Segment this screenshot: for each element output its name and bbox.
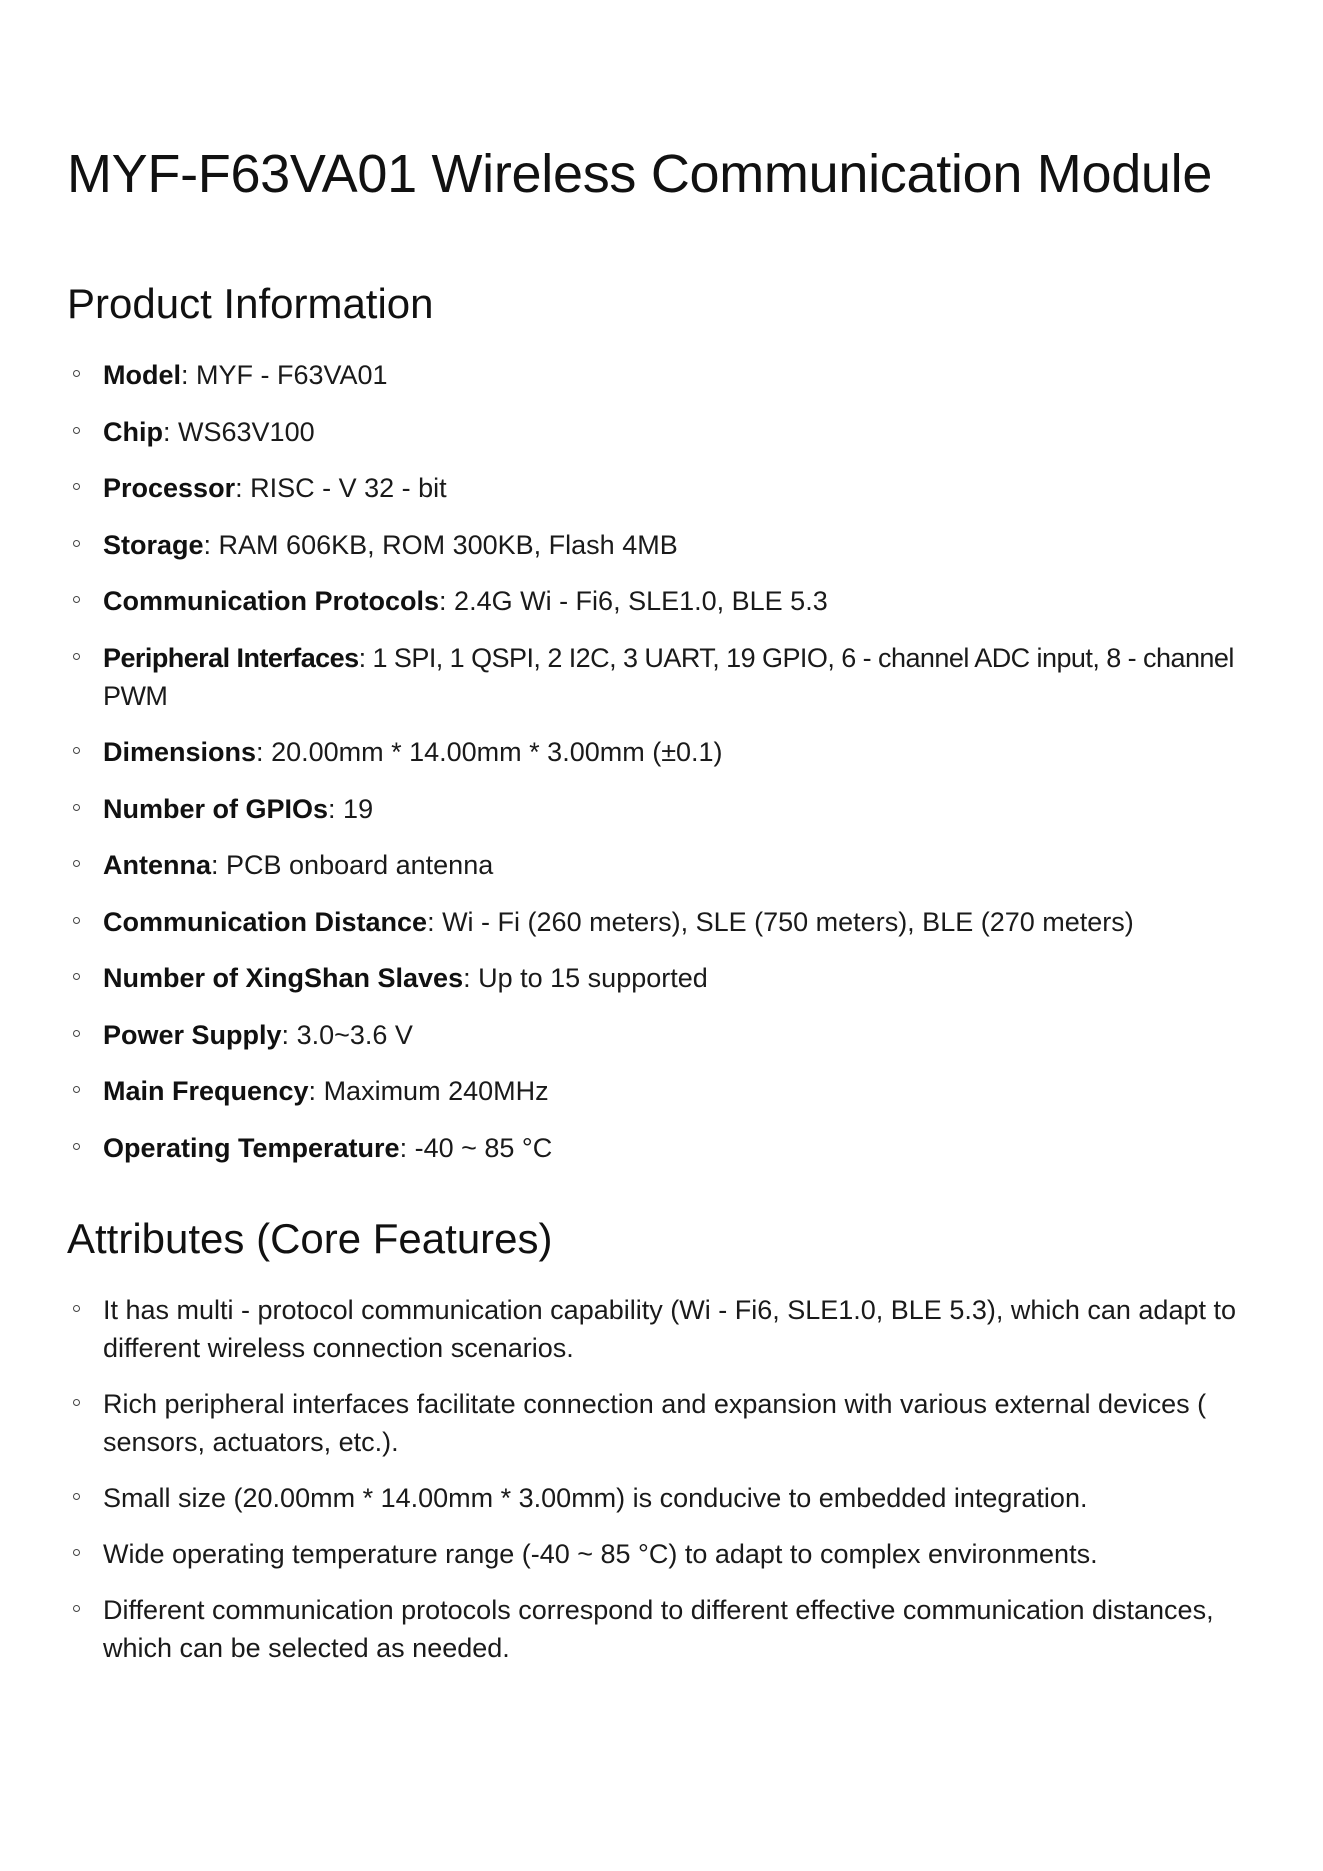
attribute-text: Small size (20.00mm * 14.00mm * 3.00mm) is conducive to embedded integration. [103,1482,1088,1513]
attributes-heading: Attributes (Core Features) [67,1214,553,1262]
bullet-circle-icon [73,596,80,603]
item-value: RISC - V 32 - bit [250,473,447,503]
list-item: Main Frequency: Maximum 240MHz [67,1072,1283,1110]
bullet-circle-icon [73,1399,80,1406]
bullet-circle-icon [73,804,80,811]
list-item: Chip: WS63V100 [67,413,1283,451]
item-label: Peripheral Interfaces [103,642,359,673]
product-information-list [67,356,1283,1167]
list-item: Power Supply: 3.0~3.6 V [67,1016,1283,1054]
item-label: Storage [103,529,204,560]
bullet-circle-icon [73,483,80,490]
item-label: Communication Protocols [103,586,440,616]
item-value: -40 ~ 85 °C [414,1132,553,1163]
bullet-circle-icon [73,747,80,754]
bullet-circle-icon [73,540,80,547]
list-item: Antenna: PCB onboard antenna [67,846,1283,884]
item-label: Operating Temperature [103,1132,400,1163]
bullet-circle-icon [73,653,80,660]
bullet-circle-icon [73,1030,80,1037]
bullet-circle-icon [73,1493,80,1500]
list-item [67,1479,1283,1517]
item-label: Number of XingShan Slaves [103,963,464,993]
item-value: PCB onboard antenna [226,850,494,880]
item-value: MYF - F63VA01 [196,360,388,390]
item-label: Antenna [103,850,211,880]
list-item [67,1291,1283,1367]
item-value: Up to 15 supported [478,963,708,993]
list-item: Communication Protocols: 2.4G Wi - Fi6, SLE1.0, BLE 5.3 [67,582,1283,620]
item-value: 20.00mm * 14.00mm * 3.00mm (±0.1) [271,737,723,767]
list-item: Number of XingShan Slaves: Up to 15 supported [67,959,1283,997]
bullet-circle-icon [73,370,80,377]
list-item: Number of GPIOs: 19 [67,790,1283,828]
item-value: Maximum 240MHz [323,1076,549,1106]
item-value: 2.4G Wi - Fi6, SLE1.0, BLE 5.3 [454,586,828,616]
bullet-circle-icon [73,917,80,924]
item-value: 3.0~3.6 V [296,1019,413,1050]
item-label: Number of GPIOs [103,793,329,824]
item-label: Processor [103,473,236,503]
list-item [67,1591,1283,1667]
list-item: Processor: RISC - V 32 - bit [67,469,1283,507]
list-item: Peripheral Interfaces: 1 SPI, 1 QSPI, 2 I2C, 3 UART, 19 GPIO, 6 - channel ADC input, 8 - channel PWM [67,639,1283,715]
bullet-circle-icon [73,1305,80,1312]
list-item: Communication Distance: Wi - Fi (260 meters), SLE (750 meters), BLE (270 meters) [67,903,1283,941]
item-value: WS63V100 [178,416,315,447]
item-label: Dimensions [103,737,257,767]
item-label: Chip [103,416,163,447]
item-label: Power Supply [103,1019,282,1050]
bullet-circle-icon [73,1143,80,1150]
bullet-circle-icon [73,860,80,867]
item-label: Model [103,360,181,390]
product-information-heading: Product Information [67,280,434,327]
item-label: Main Frequency [103,1076,309,1106]
attributes-list [67,1291,1283,1667]
item-value: Wi - Fi (260 meters), SLE (750 meters), BLE (270 meters) [442,906,1134,937]
list-item: Model: MYF - F63VA01 [67,356,1283,394]
list-item [67,1535,1283,1573]
attribute-text: Wide operating temperature range (-40 ~ 85 °C) to adapt to complex environments. [103,1538,1098,1569]
bullet-circle-icon [73,1086,80,1093]
item-value: RAM 606KB, ROM 300KB, Flash 4MB [218,529,678,560]
list-item: Operating Temperature: -40 ~ 85 °C [67,1129,1283,1167]
bullet-circle-icon [73,1605,80,1612]
attribute-text: Different communication protocols correspond to different effective communication distances, which can be selected as needed. [103,1594,1214,1663]
item-value: 19 [343,793,374,824]
item-value: 1 SPI, 1 QSPI, 2 I2C, 3 UART, 19 GPIO, 6 - channel ADC input, 8 - channel PWM [103,642,1234,711]
page-title: MYF-F63VA01 Wireless Communication Module [67,144,1213,204]
attribute-text: It has multi - protocol communication capability (Wi - Fi6, SLE1.0, BLE 5.3), which can adapt to different wireless connection scenarios. [103,1294,1236,1363]
list-item: Storage: RAM 606KB, ROM 300KB, Flash 4MB [67,526,1283,564]
attribute-text: Rich peripheral interfaces facilitate connection and expansion with various external devices ( sensors, actuators, etc.). [103,1388,1207,1457]
bullet-circle-icon [73,427,80,434]
item-label: Communication Distance [103,906,428,937]
list-item [67,1385,1283,1461]
bullet-circle-icon [73,1549,80,1556]
bullet-circle-icon [73,973,80,980]
list-item: Dimensions: 20.00mm * 14.00mm * 3.00mm (±0.1) [67,733,1283,771]
